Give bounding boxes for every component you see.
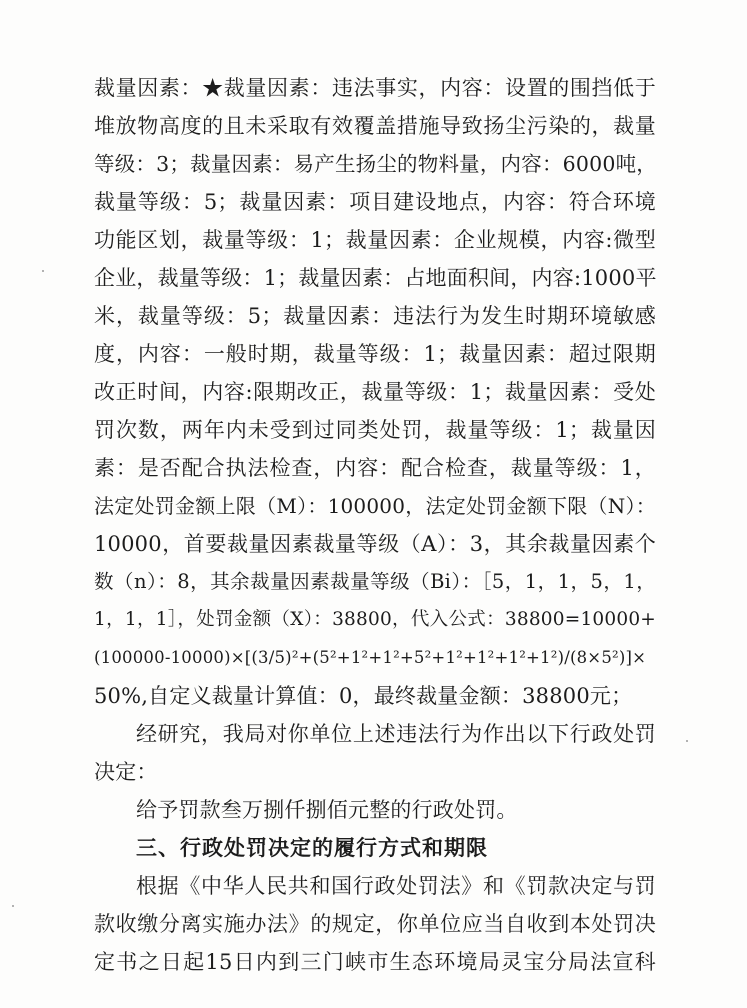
text-line: 罚次数，两年内未受到过同类处罚，裁量等级：1；裁量因 bbox=[94, 418, 656, 442]
decision-intro-end: 决定： bbox=[94, 760, 158, 784]
text-line: 法定处罚金额上限（M）：100000，法定处罚金额下限（N）： bbox=[94, 494, 656, 518]
scan-speck bbox=[686, 740, 688, 742]
text-line: 米，裁量等级：5；裁量因素：违法行为发生时期环境敏感 bbox=[94, 304, 656, 328]
text-line: 企业，裁量等级：1；裁量因素：占地面积间，内容:1000平 bbox=[94, 266, 657, 290]
text-line: 素：是否配合执法检查，内容：配合检查，裁量等级：1， bbox=[94, 456, 656, 480]
text-line: 10000，首要裁量因素裁量等级（A）：3，其余裁量因素个 bbox=[94, 532, 656, 556]
text-line: 度，内容：一般时期，裁量等级：1；裁量因素：超过限期 bbox=[94, 342, 656, 366]
text-line: 50%,自定义裁量计算值：0，最终裁量金额：38800元； bbox=[94, 684, 633, 708]
text-line: 改正时间，内容:限期改正，裁量等级：1；裁量因素：受处 bbox=[94, 380, 656, 404]
text-line: 功能区划，裁量等级：1；裁量因素：企业规模，内容:微型 bbox=[94, 228, 656, 252]
scan-speck bbox=[12, 905, 14, 907]
scan-speck bbox=[42, 270, 44, 272]
text-line: 堆放物高度的且未采取有效覆盖措施导致扬尘污染的，裁量 bbox=[94, 114, 656, 138]
penalty-text: 给予罚款叁万捌仟捌佰元整的行政处罚。 bbox=[136, 798, 518, 822]
text-line: 裁量因素：★裁量因素：违法事实，内容：设置的围挡低于 bbox=[94, 76, 656, 100]
decision-intro: 经研究，我局对你单位上述违法行为作出以下行政处罚 bbox=[136, 722, 656, 746]
formula-line: (100000-10000)×[(3/5)²+(5²+1²+1²+5²+1²+1²+1²+1²)/(8×5²)]× bbox=[94, 648, 647, 667]
basis-line: 根据《中华人民共和国行政处罚法》和《罚款决定与罚 bbox=[136, 874, 656, 898]
basis-line: 款收缴分离实施办法》的规定，你单位应当自收到本处罚决 bbox=[94, 912, 656, 936]
basis-line: 定书之日起15日内到三门峡市生态环境局灵宝分局法宣科 bbox=[94, 950, 656, 974]
text-line: 1，1，1］，处罚金额（X）：38800，代入公式：38800=10000+ bbox=[94, 609, 656, 630]
text-line: 裁量等级：5；裁量因素：项目建设地点，内容：符合环境 bbox=[94, 190, 656, 214]
text-line: 数（n）：8，其余裁量因素裁量等级（Bi）：［5，1，1，5，1， bbox=[94, 570, 656, 593]
section-heading: 三、行政处罚决定的履行方式和期限 bbox=[136, 836, 488, 860]
text-line: 等级：3；裁量因素：易产生扬尘的物料量，内容：6000吨， bbox=[94, 152, 658, 176]
